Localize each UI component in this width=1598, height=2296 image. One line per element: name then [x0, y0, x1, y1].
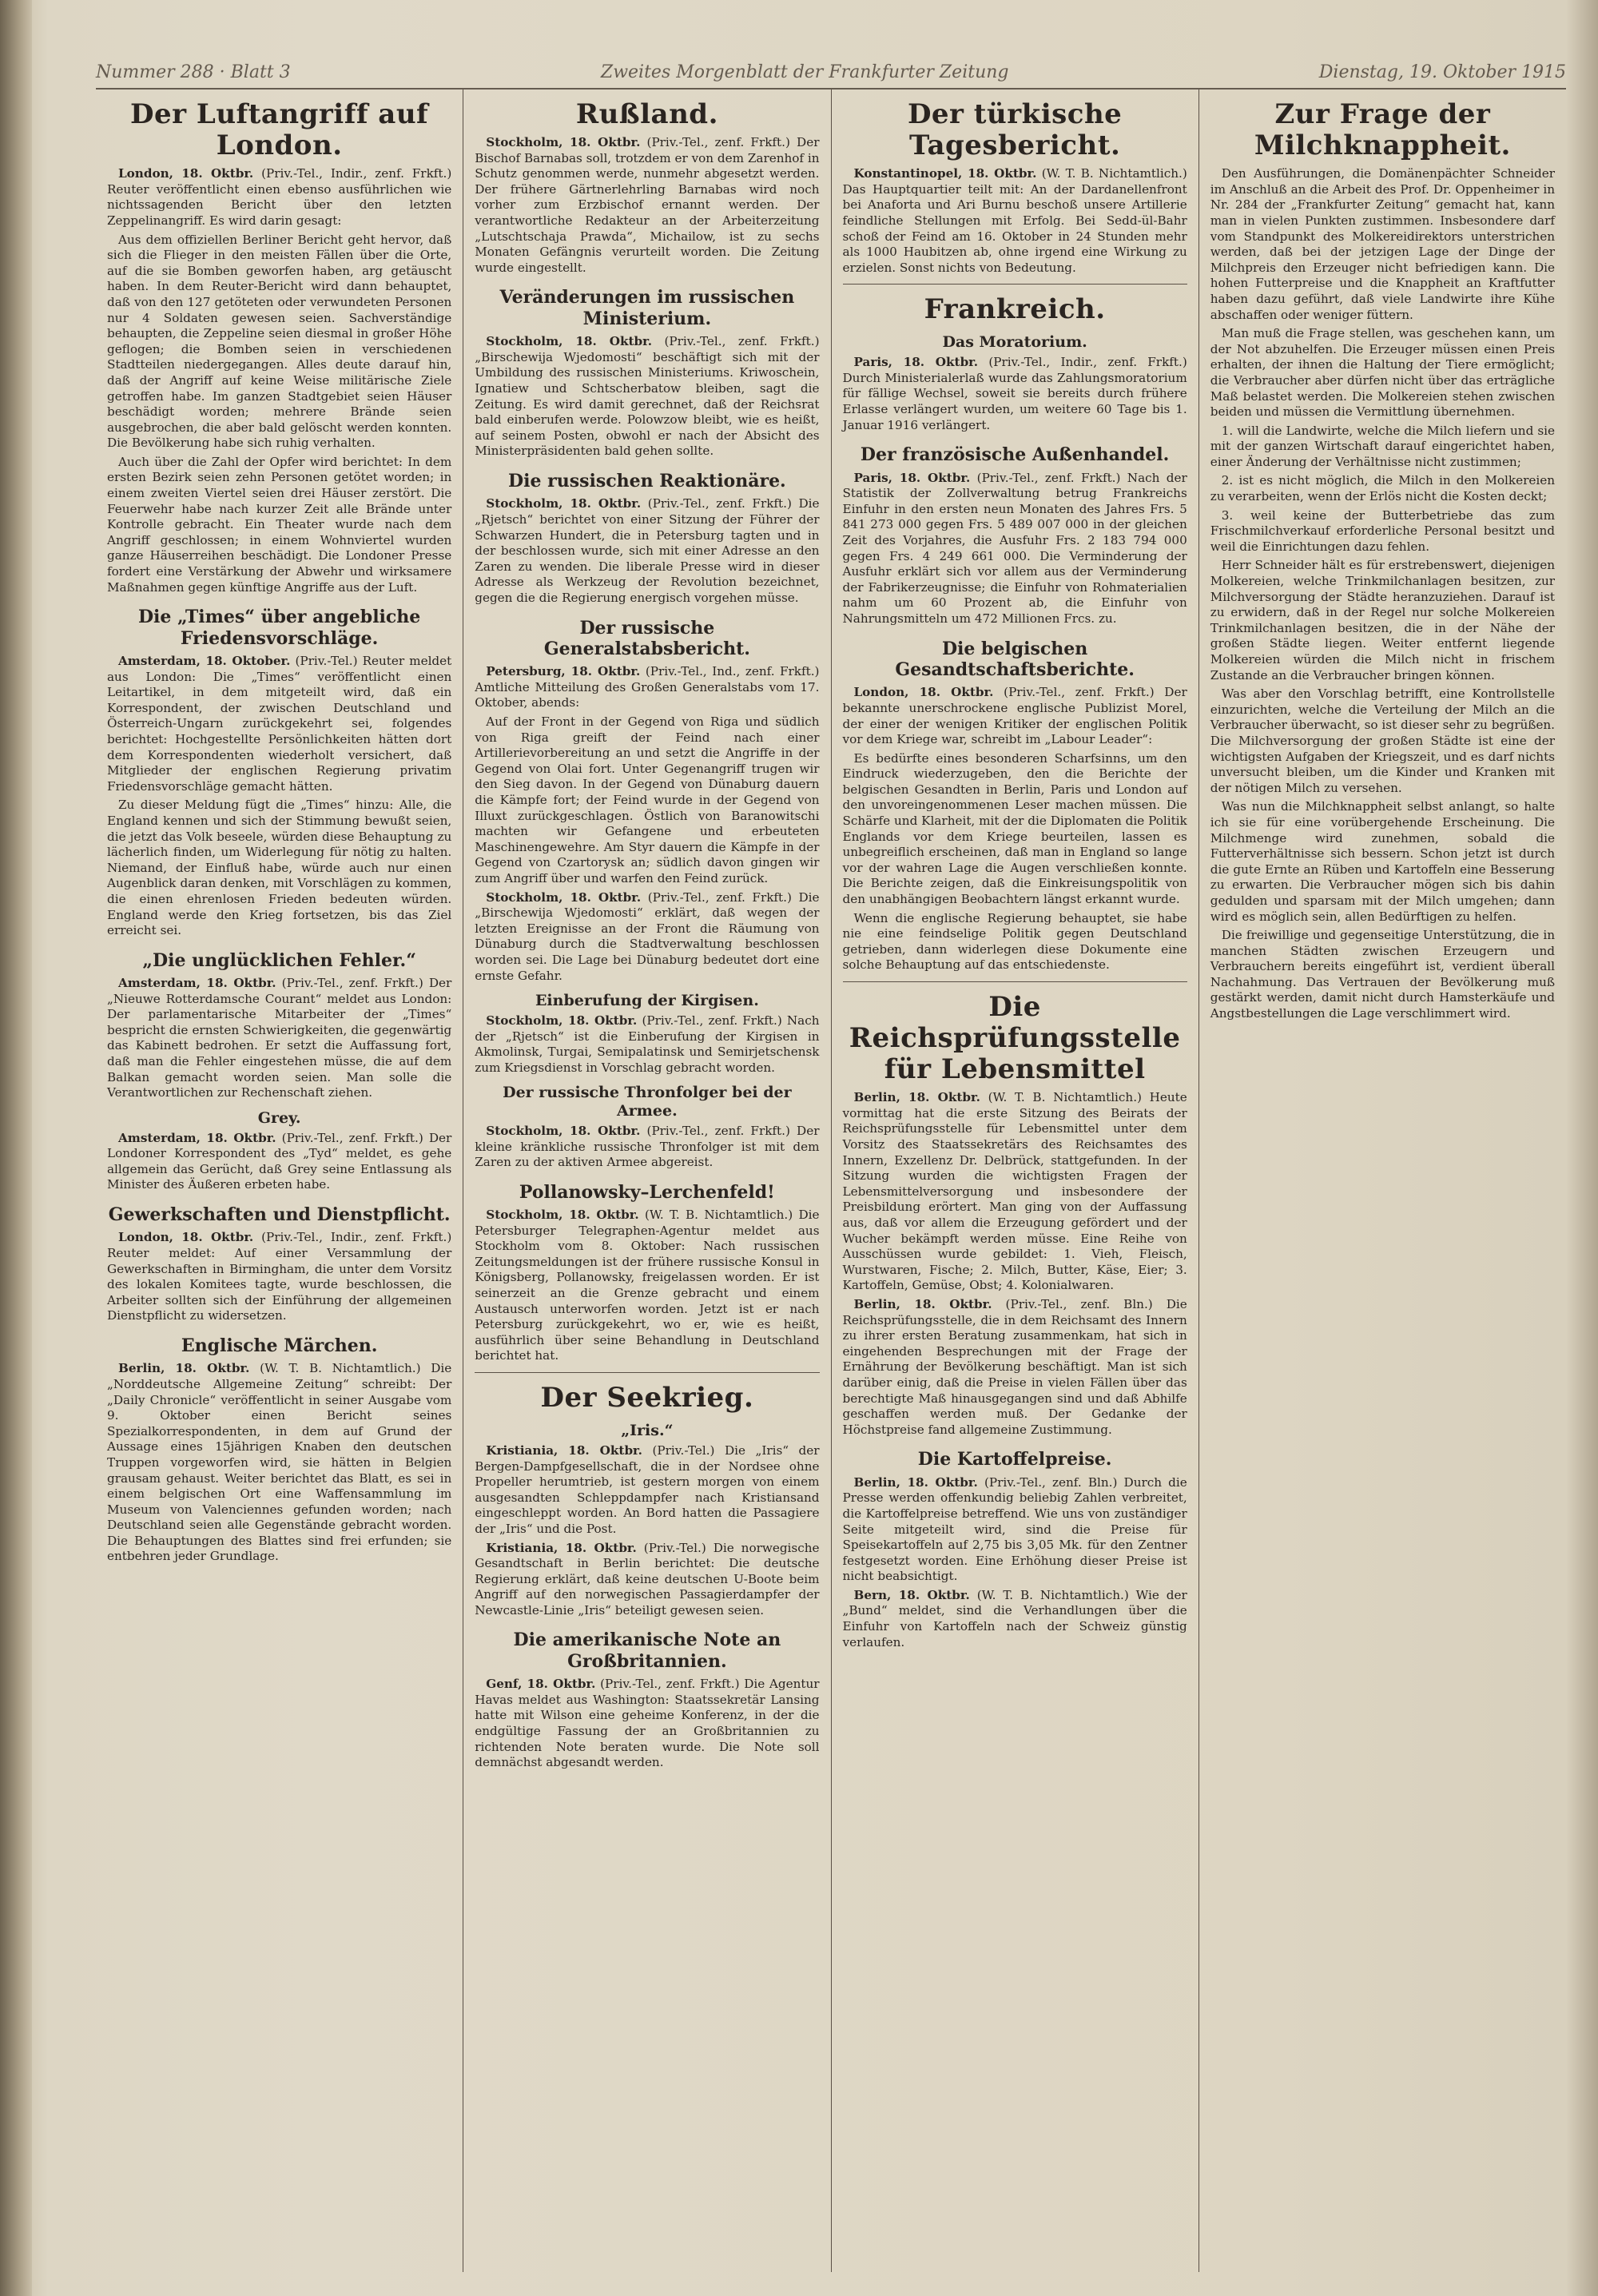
- article-paragraph: [475, 1013, 819, 1076]
- dateline: Berlin, 18. Oktbr.: [853, 1474, 978, 1490]
- column-4: [1199, 90, 1566, 2272]
- dateline: Berlin, 18. Oktbr.: [853, 1090, 980, 1105]
- paragraph-text: Die freiwillige und gegenseitige Unterstützung, die in manchen Städten zwischen Erzeugern und Verbrauchern bereits eingeführt ist, verdient überall Nachahmung. Das Vertrauen der Bevölkerung muß gestärkt werden, damit nicht durch Hamsterkäufe und Angstbestellungen die Lage verschlimmert wird.: [1210, 928, 1555, 1021]
- dateline: London, 18. Oktbr.: [118, 166, 254, 181]
- article-paragraph: [475, 496, 819, 606]
- article-subheadline: Englische Märchen.: [181, 1335, 378, 1356]
- header-center: Zweites Morgenblatt der Frankfurter Zeitung: [600, 62, 1009, 82]
- dateline: Amsterdam, 18. Oktbr.: [118, 1130, 276, 1145]
- article-paragraph: [843, 911, 1187, 973]
- article-paragraph: [475, 890, 819, 985]
- paragraph-text: (W. T. B. Nichtamtlich.) Die „Norddeutsche Allgemeine Zeitung“ schreibt: Der „Daily Chronicle“ veröffentlicht in seiner Ausgabe vom 9. Oktober einen Bericht seines Spezialkorrespondenten, in dem auf Grund der Aussage eines 15jährigen Knaben den deutschen Truppen vorgeworfen wird, sie hätten in Belgien grausam gehaust. Weiter berichtet das Blatt, es sei in einem belgischen Ort eine Waffensammlung im Museum von Valenciennes gefunden worden; nach Deutschland seien alle Gegenstände gebracht worden. Die Behauptungen des Blattes sind frei erfunden; sie entbehren jeder Grundlage.: [107, 1361, 452, 1564]
- paragraph-text: Auch über die Zahl der Opfer wird berichtet: In dem ersten Bezirk seien zehn Personen getötet worden; in einem zweiten Viertel seien drei Häuser zerstört. Die Feuerwehr habe nach kurzer Zeit alle Brände unter Kontrolle gebracht. Ein Theater wurde nach dem Angriff geschlossen; in einem Wohnviertel wurden ganze Häuserreihen beschädigt. Die Londoner Presse fordert eine Verstärkung der Abwehr und wirksamere Maßnahmen gegen künftige Angriffe aus der Luft.: [107, 454, 452, 595]
- dateline: London, 18. Oktbr.: [118, 1230, 254, 1245]
- paragraph-text: (Priv.-Tel., zenf. Frkft.) Die Agentur Havas meldet aus Washington: Staatssekretär Lansing hatte mit Wilson eine geheime Konferenz, in der die endgültige Fassung der an Großbritannien zu richtenden Note beraten wurde. Die Note soll demnächst abgesandt werden.: [475, 1677, 820, 1770]
- article-minor-headline: „Iris.“: [621, 1422, 674, 1440]
- article-subheadline: Pollanowsky–Lerchenfeld!: [519, 1181, 775, 1203]
- header-left: Nummer 288 · Blatt 3: [96, 62, 291, 82]
- article-paragraph: [107, 1361, 451, 1565]
- dateline: Stockholm, 18. Oktbr.: [486, 1208, 639, 1223]
- article-headline: Frankreich.: [924, 293, 1106, 326]
- article-paragraph: [843, 1475, 1187, 1585]
- paragraph-text: (Priv.-Tel., Ind., zenf. Frkft.) Amtliche Mitteilung des Großen Generalstabs vom 17. Oktober, abends:: [475, 664, 820, 710]
- book-binding: [0, 0, 32, 2296]
- article-headline: Die Reichsprüfungsstelle für Lebensmittel: [849, 991, 1181, 1086]
- paragraph-text: Man muß die Frage stellen, was geschehen kann, um der Not abzuhelfen. Die Erzeuger müssen einen Preis erhalten, der ihnen die Haltung der Tiere ermöglicht; die Verbraucher aber dürfen nicht über das erträgliche Maß belastet werden. Die Molkereien stehen zwischen beiden und müssen die Vermittlung übernehmen.: [1210, 326, 1555, 420]
- section-rule: [843, 981, 1187, 982]
- paragraph-text: (W. T. B. Nichtamtlich.) Wie der „Bund“ meldet, sind die Verhandlungen über die Einfuhr von Kartoffeln nach der Schweiz günstig verlaufen.: [842, 1587, 1187, 1649]
- dateline: Berlin, 18. Oktbr.: [118, 1361, 250, 1376]
- paragraph-text: Was aber den Vorschlag betrifft, eine Kontrollstelle einzurichten, welche die Verteilung der Milch an die Verbraucher überwacht, so ist dieser sehr zu begrüßen. Die Milchversorgung der großen Städte ist eine der wichtigsten Aufgaben der Kriegszeit, und es darf nichts unversucht bleiben, um die Kinder und Kranken mit der nötigen Milch zu versehen.: [1210, 686, 1555, 795]
- article-paragraph: [1210, 928, 1555, 1022]
- article-headline: Der Seekrieg.: [540, 1382, 754, 1415]
- article-headline: Zur Frage der Milchknappheit.: [1254, 98, 1511, 162]
- article-paragraph: [107, 1230, 451, 1324]
- article-headline: Rußland.: [575, 98, 718, 130]
- paragraph-text: 2. ist es nicht möglich, die Milch in den Molkereien zu verarbeiten, wenn der Erlös nicht die Kosten deckt;: [1210, 473, 1555, 504]
- paragraph-text: 1. will die Landwirte, welche die Milch liefern und sie mit der ganzen Wirtschaft darauf eingerichtet haben, einer Änderung der Verhältnisse nicht zustimmen;: [1210, 423, 1555, 469]
- article-subheadline: Die amerikanische Note an Großbritannien.: [513, 1629, 781, 1672]
- paragraph-text: (Priv.-Tel., Indir., zenf. Frkft.) Durch Ministerialerlaß wurde das Zahlungsmoratorium für fällige Wechsel, soweit sie bereits durch frühere Erlasse verlängert wurden, um weitere 60 Tage bis 1. Januar 1916 verlängert.: [842, 355, 1187, 432]
- article-paragraph: [107, 798, 451, 938]
- paragraph-text: (Priv.-Tel., zenf. Frkft.) Nach der „Rjetsch“ ist die Einberufung der Kirgisen in Akmolinsk, Turgai, Semipalatinsk und Semirjetschensk zum Kriegsdienst in Vorschlag gebracht worden.: [475, 1013, 820, 1075]
- paragraph-text: (Priv.-Tel., zenf. Frkft.) Der Bischof Barnabas soll, trotzdem er von dem Zarenhof in Schutz genommen werde, nunmehr abgesetzt werden. Der frühere Gärtnerlehrling Barnabas wird noch vorher zum Erzbischof ernannt werden. Der verantwortliche Redakteur an der Arbeiterzeitung „Lutschtschaja Prawda“, Michailow, ist zu sechs Monaten Gefängnis verurteilt worden. Die Zeitung wurde eingestellt.: [475, 135, 820, 275]
- article-paragraph: [107, 166, 451, 229]
- article-paragraph: [843, 471, 1187, 627]
- article-subheadline: Veränderungen im russischen Ministerium.: [499, 287, 795, 329]
- paragraph-text: Herr Schneider hält es für erstrebenswert, diejenigen Molkereien, welche Trinkmilchanlagen besitzen, zur Milchversorgung der Städte heranzuziehen. Darauf ist zu erwidern, daß in der Regel nur solche Molkereien Trinkmilchanlagen besitzen, die in der Nähe der großen Städte liegen. Weiter entfernt liegende Molkereien würden die Milch nicht in frischem Zustande an die Verbraucher bringen können.: [1210, 558, 1555, 682]
- column-2: [463, 90, 831, 2272]
- paragraph-text: (Priv.-Tel., zenf. Frkft.) Der Londoner Korrespondent des „Tyd“ meldet, es gehe allgemein das Gerücht, daß Grey seine Entlassung als Minister des Äußeren erbeten habe.: [107, 1130, 452, 1192]
- article-paragraph: [843, 1588, 1187, 1650]
- columns-container: [96, 90, 1566, 2272]
- article-paragraph: [475, 664, 819, 711]
- dateline: Stockholm, 18. Oktbr.: [486, 1123, 641, 1138]
- dateline: Kristiania, 18. Oktbr.: [486, 1540, 637, 1555]
- article-subheadline: Die russischen Reaktionäre.: [508, 470, 786, 491]
- paragraph-text: Aus dem offiziellen Berliner Bericht geht hervor, daß sich die Flieger in den meisten Fällen über die Orte, auf die sie Bomben geworfen haben, arg getäuscht haben. In dem Reuter-Bericht wird dann behauptet, daß von den 127 getöteten oder verwundeten Personen nur 4 Soldaten gewesen seien. Sachverständige behaupten, die Zeppeline seien diesmal in großer Höhe geflogen; die Bomben seien in verschiedenen Stadtteilen niedergegangen. Alles deute darauf hin, daß der Angriff auf keine Weise militärische Ziele getroffen habe. Im ganzen Stadtgebiet seien Häuser beschädigt worden; mehrere Brände seien ausgebrochen, die aber bald gelöscht werden konnten. Die Bevölkerung habe sich ruhig verhalten.: [107, 232, 452, 451]
- dateline: Stockholm, 18. Oktbr.: [486, 1013, 638, 1028]
- dateline: Bern, 18. Oktbr.: [853, 1587, 970, 1602]
- article-headline: Der Luftangriff auf London.: [130, 98, 429, 162]
- dateline: Stockholm, 18. Oktbr.: [486, 496, 642, 511]
- article-paragraph: [1210, 508, 1555, 555]
- paragraph-text: (Priv.-Tel., zenf. Frkft.) Der „Nieuwe Rotterdamsche Courant“ meldet aus London: Der parlamentarische Mitarbeiter der „Times“ bespricht die ernsten Schwierigkeiten, die gegenwärtig das Kabinett bedrohen. Er setzt die Auffassung fort, daß man die Fehler eingestehen müsse, die auf dem Balkan gemacht worden seien. Man solle die Verantwortlichen zur Rechenschaft ziehen.: [107, 976, 452, 1100]
- dateline: Amsterdam, 18. Oktober.: [118, 654, 291, 668]
- article-minor-headline: Grey.: [257, 1108, 301, 1127]
- paragraph-text: 3. weil keine der Butterbetriebe das zum Frischmilchverkauf erforderliche Personal besitzt und weil die Einrichtungen dazu fehlen.: [1210, 507, 1555, 554]
- article-paragraph: [107, 455, 451, 595]
- header-right: Dienstag, 19. Oktober 1915: [1318, 62, 1566, 82]
- article-paragraph: [475, 135, 819, 276]
- article-paragraph: [843, 355, 1187, 433]
- article-paragraph: [843, 166, 1187, 276]
- dateline: Stockholm, 18. Oktbr.: [486, 889, 642, 905]
- dateline: Kristiania, 18. Oktbr.: [486, 1442, 642, 1458]
- dateline: Genf, 18. Oktbr.: [486, 1677, 596, 1692]
- article-paragraph: [475, 1124, 819, 1171]
- article-paragraph: [1210, 166, 1555, 323]
- column-3: [832, 90, 1199, 2272]
- dateline: Amsterdam, 18. Oktbr.: [118, 976, 276, 991]
- article-paragraph: [107, 233, 451, 452]
- dateline: London, 18. Oktbr.: [853, 685, 994, 700]
- article-subheadline: „Die unglücklichen Fehler.“: [142, 949, 416, 971]
- article-paragraph: [1210, 686, 1555, 796]
- page-header: [96, 56, 1566, 90]
- dateline: Paris, 18. Oktbr.: [853, 355, 979, 370]
- column-1: [96, 90, 463, 2272]
- article-paragraph: [475, 1208, 819, 1364]
- article-subheadline: Die belgischen Gesandtschaftsberichte.: [895, 638, 1135, 680]
- article-subheadline: Die Kartoffelpreise.: [917, 1449, 1112, 1470]
- paragraph-text: (Priv.-Tel., zenf. Bln.) Die Reichsprüfungsstelle, die in dem Reichsamt des Innern zu ihrer ersten Beratung zusammenkam, hat sich in eingehenden Besprechungen mit der Frage der Ernährung der Bevölkerung beschäftigt. Man ist sich darüber einig, daß die Preise in vielen Fällen über das berechtigte Maß hinausgegangen sind und daß Abhilfe geschaffen werden muß. Der Gedanke der Höchstpreise fand allgemeine Zustimmung.: [842, 1297, 1187, 1437]
- article-paragraph: [1210, 424, 1555, 471]
- article-paragraph: [475, 334, 819, 460]
- article-paragraph: [107, 654, 451, 794]
- paragraph-text: (Priv.-Tel.) Die norwegische Gesandtschaft in Berlin berichtet: Die deutsche Regierung erklärt, daß keine deutschen U-Boote beim Angriff auf den norwegischen Passagierdampfer der Newcastle-Linie „Iris“ beteiligt gewesen seien.: [475, 1540, 820, 1618]
- dateline: Paris, 18. Oktbr.: [853, 470, 971, 485]
- dateline: Berlin, 18. Oktbr.: [853, 1297, 992, 1311]
- article-paragraph: [107, 1131, 451, 1193]
- article-paragraph: [475, 1541, 819, 1619]
- article-paragraph: [475, 1443, 819, 1538]
- paragraph-text: (Priv.-Tel., Indir., zenf. Frkft.) Reuter veröffentlicht einen ebenso ausführlichen wie nichtssagenden Bericht über den letzten Zeppelinangriff. Es wird darin gesagt:: [107, 166, 452, 228]
- article-paragraph: [843, 1297, 1187, 1438]
- paragraph-text: Den Ausführungen, die Domänenpächter Schneider im Anschluß an die Arbeit des Prof. Dr. Oppenheimer in Nr. 284 der „Frankfurter Zeitung“ gemacht hat, kann man in vielen Punkten zustimmen. Insbesondere darf vom Standpunkt des Molkereidirektors unterstrichen werden, daß bei der jetzigen Lage der Dinge der Milchpreis den Erzeuger nicht befriedigen kann. Die hohen Futterpreise und die Knappheit an Kraftfutter haben dazu geführt, daß viele Landwirte ihre Kühe abschaffen oder weniger füttern.: [1210, 166, 1555, 322]
- section-rule: [843, 284, 1187, 285]
- paragraph-text: Auf der Front in der Gegend von Riga und südlich von Riga greift der Feind nach einer Artillerievorbereitung an und setzt die Angriffe in der Gegend von Olai fort. Unter Gegenangriff trugen wir den Sieg davon. In der Gegend von Dünaburg dauern die Kämpfe fort; der Feind wurde in der Gegend von Illuxt zurückgeschlagen. Östlich von Baranowitschi machten wir Gefangene und erbeuteten Maschinengewehre. Am Styr dauern die Kämpfe in der Gegend von Czartorysk an; südlich davon gingen wir zum Angriff über und warfen den Feind zurück.: [475, 714, 820, 886]
- paragraph-text: (W. T. B. Nichtamtlich.) Heute vormittag hat die erste Sitzung des Beirats der Reichsprüfungsstelle für Lebensmittel unter dem Vorsitz des Staatssekretärs des Reichsamtes des Innern, Exzellenz Dr. Delbrück, stattgefunden. In der Sitzung wurden die wichtigsten Fragen der Lebensmittelversorgung und insbesondere der Preisbildung erörtert. Man ging von der Auffassung aus, daß vor allem die Erzeugung gefördert und der Wucher bekämpft werden müsse. Eine Reihe von Ausschüssen wurde gebildet: 1. Vieh, Fleisch, Wurstwaren, Fische; 2. Milch, Butter, Käse, Eier; 3. Kartoffeln, Gemüse, Obst; 4. Kolonialwaren.: [842, 1090, 1187, 1293]
- paragraph-text: (Priv.-Tel.) Die „Iris“ der Bergen-Dampfgesellschaft, die in der Nordsee ohne Propeller herumtrieb, ist gestern morgen von einem ausgesandten Schleppdampfer nach Kristiansand eingeschleppt worden. An Bord hatten die Passagiere der „Iris“ und die Post.: [475, 1442, 820, 1536]
- article-subheadline: Die „Times“ über angebliche Friedensvorschläge.: [137, 607, 421, 649]
- dateline: Stockholm, 18. Oktbr.: [486, 334, 653, 349]
- paragraph-text: Zu dieser Meldung fügt die „Times“ hinzu: Alle, die England kennen und sich der Stimmung bewußt seien, die jetzt das Volk beseele, würden diese Behauptung zu lächerlich finden, um Widerlegung für nötig zu halten. Niemand, der Einfluß habe, würde auch nur einen Augenblick daran denken, mit Vorschlägen zu kommen, die einen ehrenlosen Frieden bedeuten würden. England werde den Krieg fortsetzen, bis das Ziel erreicht sei.: [107, 798, 452, 938]
- article-paragraph: [843, 685, 1187, 747]
- dateline: Stockholm, 18. Oktbr.: [486, 135, 641, 150]
- article-paragraph: [843, 751, 1187, 908]
- dateline: Petersburg, 18. Oktbr.: [486, 664, 641, 679]
- paragraph-text: (W. T. B. Nichtamtlich.) Das Hauptquartier teilt mit: An der Dardanellenfront bei Anaforta und Ari Burnu beschoß unsere Artillerie feindliche Stellungen mit Erfolg. Bei Sedd-ül-Bahr schoß der Feind am 16. Oktober in 24 Stunden mehr als 1000 Haubitzen ab, ohne irgend eine Wirkung zu erzielen. Sonst nichts von Bedeutung.: [842, 166, 1187, 275]
- article-paragraph: [843, 1090, 1187, 1294]
- paragraph-text: (Priv.-Tel., zenf. Frkft.) Nach der Statistik der Zollverwaltung betrug Frankreichs Einfuhr in den ersten neun Monaten des Jahres Frs. 5 841 273 000 gegen Frs. 5 489 007 000 in der gleichen Zeit des Vorjahres, die Ausfuhr Frs. 2 183 794 000 gegen Frs. 4 249 661 000. Die Verminderung der Ausfuhr erklärt sich vor allem aus der Verminderung der Fabrikerzeugnisse; die Einfuhr von Rohmaterialien nahm um 60 Prozent ab, die Einfuhr von Nahrungsmitteln um 472 Millionen Frcs. zu.: [842, 470, 1187, 626]
- paragraph-text: (Priv.-Tel.) Reuter meldet aus London: Die „Times“ veröffentlicht einen Leitartikel, in dem mitgeteilt wird, daß ein Korrespondent, der zwischen Deutschland und Österreich-Ungarn zurückgekehrt sei, folgendes berichtet: Hochgestellte Persönlichkeiten hätten dort dem Korrespondenten wiederholt versichert, daß Mitglieder der englischen Regierung privatim Friedensvorschläge gemacht hätten.: [107, 654, 452, 794]
- paragraph-text: (Priv.-Tel., zenf. Frkft.) Der bekannte unerschrockene englische Publizist Morel, der einer der wenigen Kritiker der englischen Politik vor dem Kriege war, schreibt im „Labour Leader“:: [842, 685, 1187, 747]
- article-minor-headline: Das Moratorium.: [942, 333, 1087, 352]
- article-paragraph: [1210, 799, 1555, 925]
- article-paragraph: [475, 1677, 819, 1771]
- paragraph-text: (W. T. B. Nichtamtlich.) Die Petersburger Telegraphen-Agentur meldet aus Stockholm vom 8. Oktober: Nach russischen Zeitungsmeldungen ist der frühere russische Konsul in Königsberg, Pollanowsky, freigelassen worden. Er ist seinerzeit an die Grenze gebracht und einem Austausch unterworfen worden. Jetzt ist er nach Petersburg zurückgekehrt, wo er, wie es heißt, ausführlich über seine Behandlung in Deutschland berichtet hat.: [475, 1208, 820, 1363]
- article-paragraph: [1210, 326, 1555, 420]
- article-paragraph: [1210, 558, 1555, 683]
- section-rule: [475, 1372, 819, 1373]
- article-paragraph: [475, 714, 819, 887]
- paragraph-text: (Priv.-Tel., Indir., zenf. Frkft.) Reuter meldet: Auf einer Versammlung der Gewerkschaften in Birmingham, die unter dem Vorsitz des lokalen Komitees tagte, wurde beschlossen, die Arbeiter sollten sich der Einführung der allgemeinen Dienstpflicht zu widersetzen.: [107, 1230, 452, 1323]
- dateline: Konstantinopel, 18. Oktbr.: [853, 166, 1037, 181]
- paragraph-text: (Priv.-Tel., zenf. Frkft.) Der kleine kränkliche russische Thronfolger ist mit dem Zaren zu der aktiven Armee abgereist.: [475, 1123, 820, 1170]
- paragraph-text: Es bedürfte eines besonderen Scharfsinns, um den Eindruck wiederzugeben, den die Berichte der belgischen Gesandten in Berlin, Paris und London auf den unvoreingenommenen Leser machen müssen. Die Schärfe und Klarheit, mit der die Diplomaten die Politik Englands vor dem Kriege beurteilen, lassen es unbegreiflich erscheinen, daß man in England so lange vor der wahren Lage die Augen verschließen konnte. Die Berichte zeigen, daß die Einkreisungspolitik von den unabhängigen Beobachtern längst erkannt wurde.: [842, 750, 1187, 907]
- paragraph-text: (Priv.-Tel., zenf. Frkft.) Die „Rjetsch“ berichtet von einer Sitzung der Führer der Schwarzen Hundert, die in Petersburg tagten und in der beschlossen wurde, sich mit einer Adresse an den Zaren zu wenden. Die liberale Presse wird in dieser Adresse als Werkzeug der Revolution bezeichnet, gegen die die Regierung energisch vorgehen müsse.: [475, 496, 820, 605]
- paragraph-text: (Priv.-Tel., zenf. Frkft.) Die „Birschewija Wjedomosti“ erklärt, daß wegen der letzten Ereignisse an der Front die Räumung von Dünaburg durch die Stadtverwaltung beschlossen worden sei. Die Lage bei Dünaburg bedeutet dort eine ernste Gefahr.: [475, 889, 820, 983]
- article-minor-headline: Der russische Thronfolger bei der Armee.: [503, 1084, 792, 1120]
- paragraph-text: (Priv.-Tel., zenf. Bln.) Durch die Presse werden offenkundig beliebig Zahlen verbreitet, die Kartoffelpreise betreffend. Wie uns von zuständiger Seite mitgeteilt wird, sind die Preise für Speisekartoffeln auf 2,75 bis 3,05 Mk. für den Zentner festgesetzt worden. Eine Erhöhung dieser Preise ist nicht beabsichtigt.: [842, 1474, 1187, 1584]
- paragraph-text: Wenn die englische Regierung behauptet, sie habe nie eine feindselige Politik gegen Deutschland getrieben, dann widerlegen diese Dokumente eine solche Behauptung auf das entschiedenste.: [842, 910, 1187, 973]
- article-paragraph: [1210, 473, 1555, 504]
- article-subheadline: Gewerkschaften und Dienstpflicht.: [108, 1204, 451, 1225]
- paragraph-text: (Priv.-Tel., zenf. Frkft.) „Birschewija Wjedomosti“ beschäftigt sich mit der Umbildung des russischen Ministeriums. Kriwoschein, Ignatiew und Schtscherbatow bleiben, sagt die Zeitung. Es wird damit gerechnet, daß der Reichsrat bald einberufen werde. Polowzow bleibt, wie es heißt, auf seinem Posten, obwohl er nach der Absicht des Ministerpräsidenten bald gehen sollte.: [475, 334, 820, 459]
- article-subheadline: Der französische Außenhandel.: [860, 444, 1170, 466]
- article-headline: Der türkische Tagesbericht.: [907, 98, 1123, 162]
- article-paragraph: [107, 976, 451, 1101]
- article-minor-headline: Einberufung der Kirgisen.: [535, 992, 759, 1010]
- paragraph-text: Was nun die Milchknappheit selbst anlangt, so halte ich sie für eine vorübergehende Erscheinung. Die Milchmenge wird zunehmen, sobald die Futterverhältnisse sich bessern. Schon jetzt ist durch die gute Ernte an Rüben und Kartoffeln eine Besserung zu erwarten. Die Verbraucher mögen sich bis dahin gedulden und sparsam mit der Milch umgehen; dann wird es möglich sein, allen Bedürftigen zu helfen.: [1210, 799, 1555, 924]
- article-subheadline: Der russische Generalstabsbericht.: [543, 617, 750, 659]
